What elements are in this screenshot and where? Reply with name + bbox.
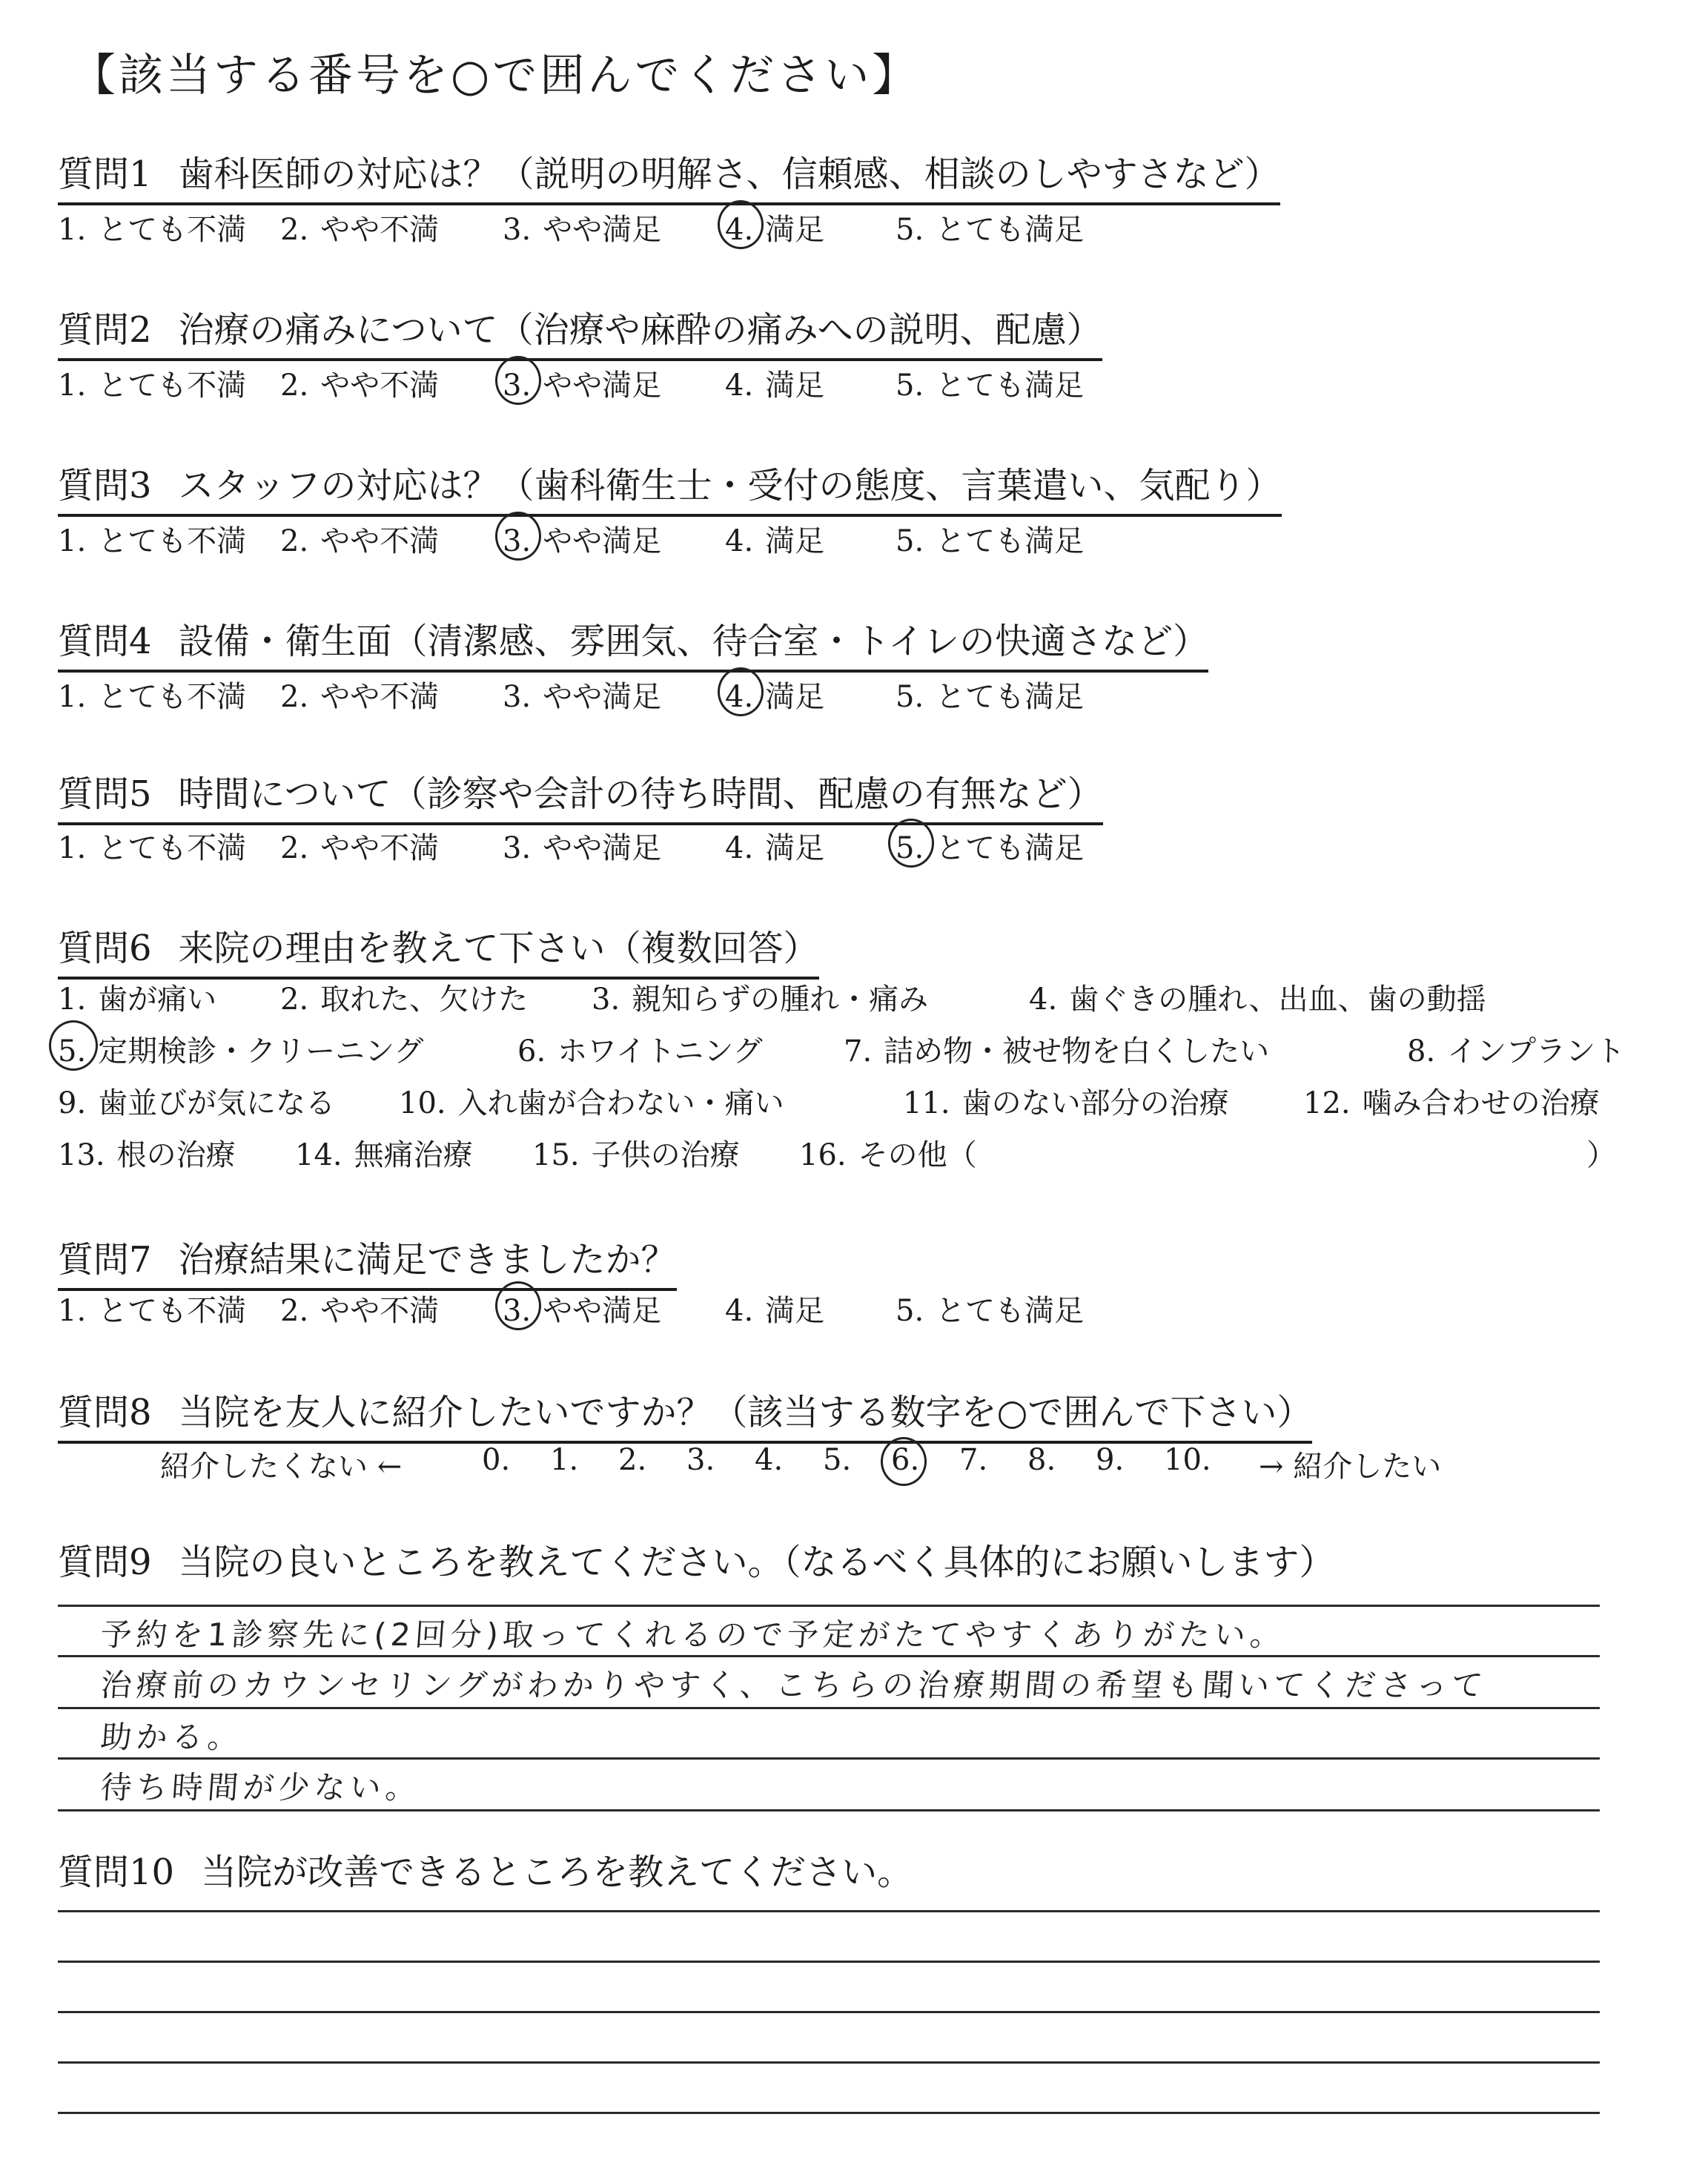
option-number: 3. [592,982,620,1017]
option-number: 1. [58,369,87,403]
scale-value-7: 7. [959,1443,988,1477]
option-3 [503,518,661,560]
option-number: 3. [503,831,532,865]
option-number: 1. [58,680,87,714]
option-label: 満足 [765,831,825,865]
option-1 [58,673,246,716]
option-4 [725,1287,824,1330]
option-3 [503,206,661,248]
reason-option-8 [1407,1028,1625,1070]
option-number: 2. [280,213,309,247]
option-number: 4. [725,213,754,247]
option-number: 5. [896,831,924,865]
option-1 [58,206,246,248]
option-3 [503,1287,661,1330]
option-number: 3. [503,1294,532,1328]
option-label: やや不満 [320,1294,440,1328]
option-label: 満足 [765,1294,825,1328]
option-number: 5. [896,524,924,558]
option-label: 根の治療 [116,1138,236,1172]
question-number: 質問4 [58,621,152,662]
option-5 [896,673,1084,716]
question-text: 当院を友人に紹介したいですか？（該当する数字を○で囲んで下さい） [178,1392,1313,1433]
option-label: やや満足 [543,680,662,714]
option-label: 入れ歯が合わない・痛い [457,1086,784,1120]
option-label: とても満足 [936,524,1085,558]
answer-line [58,1910,1600,1912]
option-2 [280,362,439,404]
question-text: 設備・衛生面（清潔感、雰囲気、待合室・トイレの快適さなど） [178,621,1209,662]
option-label: 歯並びが気になる [98,1086,336,1120]
scale-value-10: 10. [1164,1443,1211,1477]
option-2 [280,673,439,716]
option-label: 噛み合わせの治療 [1362,1086,1600,1120]
reason-option-10 [399,1080,784,1122]
option-number: 4. [1029,982,1058,1017]
option-number: 4. [725,369,754,403]
option-number: 4. [725,1294,754,1328]
option-label: 満足 [765,524,825,558]
option-number: 5. [896,680,924,714]
option-1 [58,825,246,867]
option-4 [725,206,824,248]
option-number: 10. [399,1086,446,1120]
option-label: 満足 [765,213,825,247]
option-label: とても不満 [98,1294,247,1328]
scale-value-1: 1. [550,1443,579,1477]
question-5-title [58,765,1103,825]
option-1 [58,518,246,560]
option-number: 5. [58,1034,87,1069]
question-4-title [58,612,1208,673]
scale-value-6: 6. [891,1443,920,1477]
question-8-title [58,1384,1312,1444]
option-label: とても満足 [936,213,1085,247]
reason-option-5 [58,1028,423,1070]
question-10-title [58,1843,913,1895]
question-text: 歯科医師の対応は？（説明の明解さ、信頼感、相談のしやすさなど） [178,153,1280,195]
option-label: とても不満 [98,524,247,558]
instructions-header: 【該当する番号を○で囲んでください】 [71,50,920,102]
answer-line [58,2061,1600,2064]
handwritten-answer-line-3: 助かる。 [99,1719,245,1755]
option-label: やや満足 [543,524,662,558]
option-label: やや満足 [543,831,662,865]
option-3 [503,825,661,867]
option-label: 詰め物・被せ物を白くしたい [884,1034,1270,1069]
question-7-title [58,1231,677,1291]
option-label: 無痛治療 [354,1138,473,1172]
option-label: 子供の治療 [591,1138,740,1172]
option-label: 満足 [765,369,825,403]
scale-value-8: 8. [1027,1443,1056,1477]
scale-value-2: 2. [618,1443,647,1477]
reason-option-16 [799,1132,977,1174]
question-text: 時間について（診察や会計の待ち時間、配慮の有無など） [178,773,1103,815]
option-label: やや満足 [543,1294,662,1328]
option-label: やや不満 [320,524,440,558]
reason-option-11 [903,1080,1229,1122]
scale-value-5: 5. [823,1443,852,1477]
option-number: 3. [503,213,532,247]
scale-right-label: → 紹介したい [1259,1450,1442,1484]
option-number: 11. [903,1086,950,1120]
question-1-title [58,145,1280,205]
question-text: 治療結果に満足できましたか？ [178,1239,677,1281]
option-number: 5. [896,369,924,403]
option-3 [503,362,661,404]
option-number: 16. [799,1138,847,1172]
option-label: やや満足 [543,369,662,403]
option-4 [725,362,824,404]
option-label: とても不満 [98,369,247,403]
option-label: とても満足 [936,680,1085,714]
question-text: 治療の痛みについて（治療や麻酔の痛みへの説明、配慮） [178,309,1102,351]
reason-option-7 [844,1028,1269,1070]
scale-value-9: 9. [1096,1443,1125,1477]
reason-option-1 [58,976,216,1018]
option-label: とても満足 [936,1294,1085,1328]
option-5 [896,518,1084,560]
option-number: 2. [280,982,309,1017]
question-number: 質問3 [58,465,152,506]
option-number: 8. [1407,1034,1436,1069]
reason-option-14 [295,1132,473,1174]
reason-option-2 [280,976,528,1018]
reason-option-15 [532,1132,740,1174]
option-label: やや不満 [320,831,440,865]
handwritten-answer-line-4: 待ち時間が少ない。 [99,1769,423,1806]
option-number: 15. [532,1138,580,1172]
option-5 [896,1287,1084,1330]
reason-option-6 [517,1028,763,1070]
answer-line [58,2011,1600,2013]
question-number: 質問2 [58,309,152,351]
option-number: 1. [58,1294,87,1328]
reason-option-3 [592,976,928,1018]
option-number: 4. [725,831,754,865]
answer-line [58,1757,1600,1760]
option-3 [503,673,661,716]
option-label: 歯が痛い [98,982,217,1017]
question-text: スタッフの対応は？（歯科衛生士・受付の態度、言葉遣い、気配り） [178,465,1282,506]
scale-left-label: 紹介したくない ← [160,1450,403,1484]
option-number: 1. [58,982,87,1017]
option-number: 6. [517,1034,546,1069]
question-number: 質問5 [58,773,152,815]
answer-line [58,1809,1600,1811]
option-number: 14. [295,1138,342,1172]
question-number: 質問1 [58,153,152,195]
option-label: やや不満 [320,680,440,714]
option-label: インプラント [1447,1034,1626,1069]
option-label: とても満足 [936,369,1085,403]
scale-value-3: 3. [686,1443,715,1477]
option-label: その他（ [858,1138,977,1172]
answer-line [58,1961,1600,1963]
option-number: 1. [58,213,87,247]
option-1 [58,362,246,404]
option-label: 歯ぐきの腫れ、出血、歯の動揺 [1069,982,1486,1017]
reason-option-12 [1303,1080,1600,1122]
question-number: 質問6 [58,928,152,969]
option-number: 2. [280,369,309,403]
scale-value-4: 4. [755,1443,784,1477]
option-number: 13. [58,1138,105,1172]
option-4 [725,518,824,560]
option-label: とても不満 [98,680,247,714]
option-number: 5. [896,1294,924,1328]
option-number: 3. [503,680,532,714]
option-label: 満足 [765,680,825,714]
option-number: 1. [58,831,87,865]
question-number: 質問9 [58,1542,152,1583]
option-label: とても不満 [98,831,247,865]
option-number: 3. [503,524,532,558]
option-label: ホワイトニング [557,1034,763,1069]
question-number: 質問10 [58,1852,175,1893]
option-4 [725,673,824,716]
option-5 [896,362,1084,404]
option-number: 7. [844,1034,873,1069]
option-number: 4. [725,524,754,558]
option-2 [280,518,439,560]
question-number: 質問7 [58,1239,152,1281]
option-label: 歯のない部分の治療 [961,1086,1229,1120]
option-number: 4. [725,680,754,714]
answer-line [58,2112,1600,2114]
option-label: 定期検診・クリーニング [98,1034,424,1069]
option-label: とても不満 [98,213,247,247]
option-2 [280,1287,439,1330]
option-label: 取れた、欠けた [320,982,529,1017]
option-number: 3. [503,369,532,403]
option-label: とても満足 [936,831,1085,865]
answer-line [58,1605,1600,1607]
handwritten-answer-line-1: 予約を1診察先に(2回分)取ってくれるので予定がたてやすくありがたい。 [99,1616,1287,1653]
option-1 [58,1287,246,1330]
option-5 [896,206,1084,248]
option-number: 1. [58,524,87,558]
option-number: 2. [280,524,309,558]
option-label: やや不満 [320,213,440,247]
option-number: 2. [280,1294,309,1328]
other-close-paren: ） [1586,1138,1616,1172]
question-3-title [58,457,1282,517]
option-label: やや不満 [320,369,440,403]
option-4 [725,825,824,867]
question-text: 当院が改善できるところを教えてください。 [201,1852,913,1893]
question-9-title [58,1533,1335,1585]
option-2 [280,825,439,867]
option-number: 2. [280,831,309,865]
question-6-title [58,919,819,980]
question-number: 質問8 [58,1392,152,1433]
option-number: 9. [58,1086,87,1120]
answer-line [58,1655,1600,1657]
option-label: 親知らずの腫れ・痛み [632,982,929,1017]
option-label: やや満足 [543,213,662,247]
option-number: 12. [1303,1086,1351,1120]
scale-value-0: 0. [482,1443,511,1477]
question-text: 当院の良いところを教えてください。（なるべく具体的にお願いします） [178,1542,1335,1583]
question-2-title [58,301,1102,361]
handwritten-answer-line-2: 治療前のカウンセリングがわかりやすく、こちらの治療期間の希望も聞いてくださって [99,1667,1489,1703]
question-text: 来院の理由を教えて下さい（複数回答） [178,928,819,969]
answer-line [58,1707,1600,1709]
option-5 [896,825,1084,867]
option-number: 5. [896,213,924,247]
option-2 [280,206,439,248]
option-number: 2. [280,680,309,714]
reason-option-4 [1029,976,1486,1018]
reason-option-13 [58,1132,236,1174]
reason-option-9 [58,1080,335,1122]
